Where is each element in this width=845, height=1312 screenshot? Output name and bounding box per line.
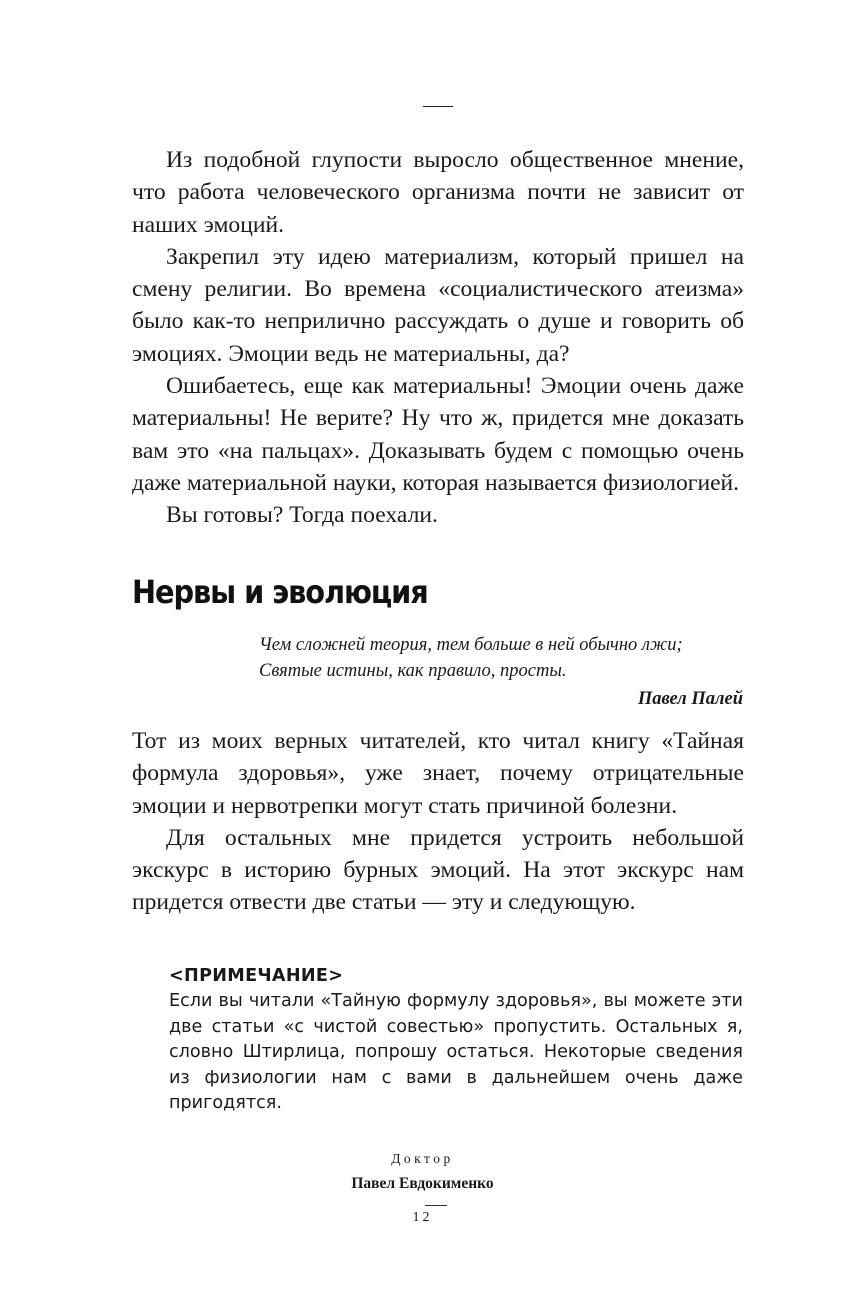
epigraph-author: Павел Палей [637,689,743,709]
note-text: Если вы читали «Тайную формулу здоровья», вы можете эти две статьи «с чистой совестью» пропустить. Остальных я, словно Штирлица, попрошу остаться. Некоторые сведения из физиологии нам с вами в дальнейшем очень даже пригодятся. [169,991,743,1114]
epigraph-line: Чем сложней теория, тем больше в ней обычно лжи; [259,635,683,655]
paragraph: Вы готовы? Тогда поехали. [166,502,438,529]
footer-doctor: Доктор [391,1151,454,1166]
paragraph: Из подобной глупости выросло общественное мнение, что работа человеческого организма почти не зависит от наших эмоций. [132,147,744,238]
paragraph: Ошибаетесь, еще как материальны! Эмоции очень даже материальны! Не верите? Ну что ж, придется мне доказать вам это «на пальцах». Доказывать будем с помощью очень даже материальной науки, которая называется физиологией. [132,373,744,496]
page-number: 12 [412,1210,433,1225]
section-heading: Нервы и эволюция [132,573,428,611]
footer-author-name: Павел Евдокименко [351,1175,494,1192]
text-block-section [132,725,744,919]
epigraph [259,632,743,712]
top-rule [423,106,453,107]
note-title: <ПРИМЕЧАНИЕ> [169,966,344,986]
text-block-intro [132,144,744,532]
paragraph: Тот из моих верных читателей, кто читал книгу «Тайная формула здоровья», уже знает, почему отрицательные эмоции и нервотрепки могут стать причиной болезни. [132,728,744,819]
paragraph: Закрепил эту идею материализм, который пришел на смену религии. Во времена «социалистического атеизма» было как-то неприлично рассуждать о душе и говорить об эмоциях. Эмоции ведь не материальны, да? [132,243,744,367]
epigraph-line: Святые истины, как правило, просты. [259,661,567,681]
note-box [169,964,743,1116]
paragraph: Для остальных мне придется устроить небольшой экскурс в историю бурных эмоций. На этот экскурс нам придется отвести две статьи — эту и следующую. [132,824,744,916]
page-number-rule [425,1205,447,1206]
